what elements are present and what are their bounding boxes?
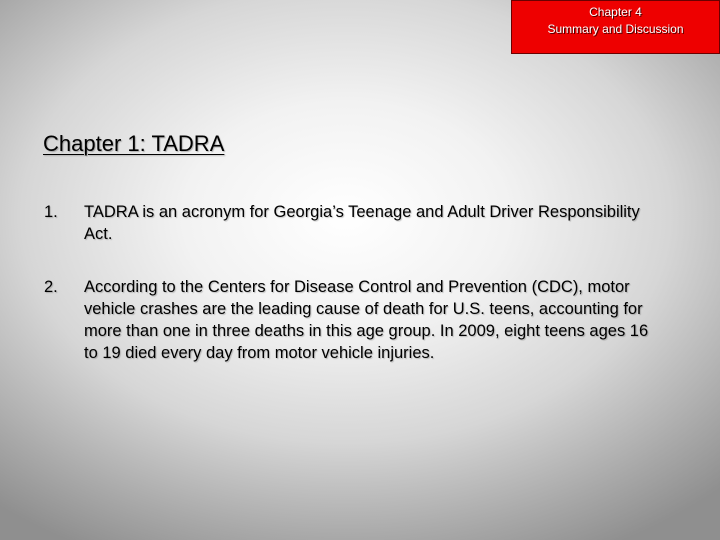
slide-title: Chapter 1: TADRA: [43, 131, 225, 156]
chapter-subtitle-label: Summary and Discussion: [547, 22, 684, 36]
list-item: [44, 276, 664, 364]
list-item-text: TADRA is an acronym for Georgia’s Teenage and Adult Driver Responsibility Act.: [84, 203, 640, 243]
list-item-text: According to the Centers for Disease Control and Prevention (CDC), motor vehicle crashes are the leading cause of death for U.S. teens, accounting for more than one in three deaths in this age group. In 2009, eight teens ages 16 to 19 died every day from motor vehicle injuries.: [84, 278, 649, 362]
list-item-number: 1.: [44, 203, 58, 221]
chapter-label-box: [511, 0, 720, 54]
list-item-number: 2.: [44, 278, 58, 296]
list-item: [44, 201, 664, 245]
chapter-number-label: Chapter 4: [589, 5, 642, 19]
